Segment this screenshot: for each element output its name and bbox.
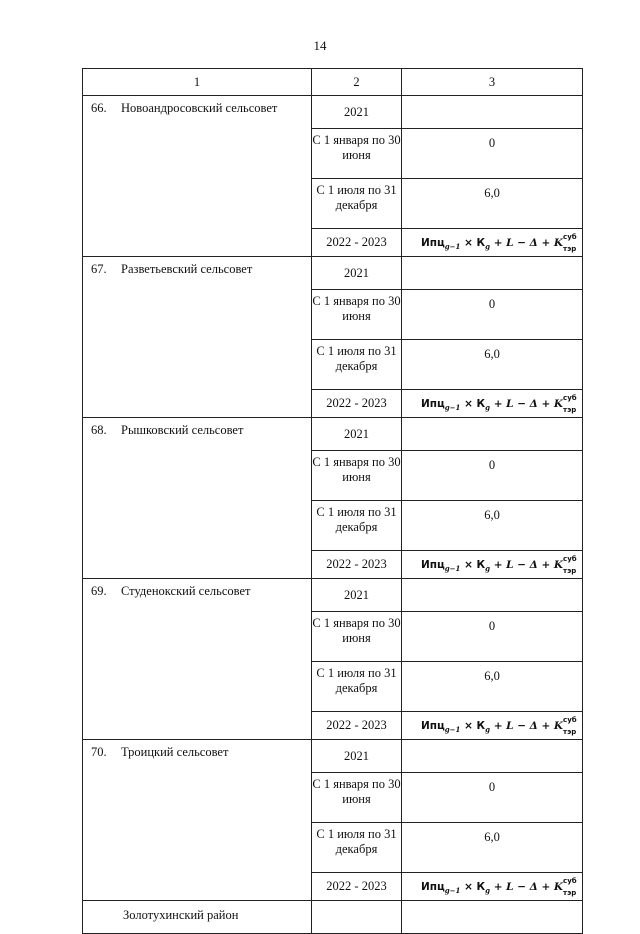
header-col-2: 2 [312, 69, 402, 96]
formula-ipc: Ипц [420, 558, 445, 571]
value-cell: 0 [402, 612, 583, 662]
formula-k: К [476, 397, 486, 410]
formula-rest: + L − Δ + [493, 719, 551, 732]
period-cell: С 1 июля по 31 декабря [312, 662, 402, 712]
entry-number: 68. [91, 423, 107, 437]
value-cell [402, 873, 583, 901]
period-cell: 2022 - 2023 [312, 390, 402, 418]
district-row [83, 901, 583, 934]
formula-rest: + L − Δ + [493, 880, 551, 893]
period-cell: 2021 [312, 579, 402, 612]
period-cell: 2022 - 2023 [312, 712, 402, 740]
page-number: 14 [313, 38, 327, 53]
value-cell: 6,0 [402, 340, 583, 390]
period-cell: 2022 - 2023 [312, 229, 402, 257]
period-cell: 2021 [312, 418, 402, 451]
formula-kk-sup: суб [563, 232, 577, 241]
entry-number: 69. [91, 584, 107, 598]
entry-name-cell [83, 579, 312, 740]
period-cell: С 1 января по 30 июня [312, 129, 402, 179]
formula-kk-sub: тэр [563, 405, 577, 414]
period-cell: С 1 января по 30 июня [312, 290, 402, 340]
period-cell: С 1 июля по 31 декабря [312, 823, 402, 873]
district-name: Золотухинский район [83, 901, 312, 934]
formula-rest: + L − Δ + [493, 397, 551, 410]
entry-name: Студенокский сельсовет [121, 584, 251, 598]
period-cell: 2022 - 2023 [312, 551, 402, 579]
formula-k-sub: g [485, 241, 491, 251]
formula-kk-base: K [553, 397, 564, 410]
formula-kk-sub: тэр [563, 727, 577, 736]
formula-kk-base: K [553, 880, 564, 893]
entry-number: 67. [91, 262, 107, 276]
formula-times: × [464, 719, 473, 732]
formula-kk-sup: суб [563, 554, 577, 563]
formula-ipc: Ипц [420, 880, 445, 893]
formula-times: × [464, 880, 473, 893]
formula-k-sub: g [485, 885, 491, 895]
formula-ipc-sub: g−1 [444, 402, 461, 412]
header-col-1: 1 [83, 69, 312, 96]
formula-ipc-sub: g−1 [444, 885, 461, 895]
formula-ipc: Ипц [420, 397, 445, 410]
entry-name: Рышковский сельсовет [121, 423, 244, 437]
formula-k-sub: g [485, 724, 491, 734]
period-cell: С 1 января по 30 июня [312, 451, 402, 501]
period-cell: 2021 [312, 257, 402, 290]
period-cell: 2022 - 2023 [312, 873, 402, 901]
formula-times: × [464, 236, 473, 249]
formula-rest: + L − Δ + [493, 558, 551, 571]
entry-name-cell [83, 257, 312, 418]
value-cell [402, 257, 583, 290]
value-cell [402, 712, 583, 740]
value-cell: 0 [402, 129, 583, 179]
value-cell [402, 418, 583, 451]
formula-ipc: Ипц [420, 719, 445, 732]
formula [420, 232, 577, 253]
formula-kk [553, 554, 577, 575]
period-cell: С 1 января по 30 июня [312, 773, 402, 823]
formula-k: К [476, 236, 486, 249]
value-cell: 0 [402, 290, 583, 340]
period-cell: С 1 июля по 31 декабря [312, 179, 402, 229]
period-cell: С 1 июля по 31 декабря [312, 340, 402, 390]
formula-ipc-sub: g−1 [444, 724, 461, 734]
entry-number: 70. [91, 745, 107, 759]
formula-kk [553, 232, 577, 253]
formula-kk-base: K [553, 719, 564, 732]
entry-number: 66. [91, 101, 107, 115]
table-row [83, 579, 583, 612]
header-row [83, 69, 583, 96]
formula-kk [553, 876, 577, 897]
tariff-table [82, 68, 583, 934]
formula [420, 393, 577, 414]
formula-ipc: Ипц [420, 236, 445, 249]
table-row [83, 257, 583, 290]
value-cell: 0 [402, 451, 583, 501]
formula-ipc-sub: g−1 [444, 563, 461, 573]
formula-ipc-sub: g−1 [444, 241, 461, 251]
value-cell: 0 [402, 773, 583, 823]
formula-kk-base: K [553, 236, 564, 249]
formula-kk-sup: суб [563, 876, 577, 885]
formula [420, 876, 577, 897]
district-value-cell [402, 901, 583, 934]
entry-name-cell [83, 418, 312, 579]
period-cell: 2021 [312, 96, 402, 129]
table-row [83, 96, 583, 129]
formula [420, 715, 577, 736]
entry-name: Троицкий сельсовет [121, 745, 229, 759]
formula-times: × [464, 397, 473, 410]
formula-kk-sub: тэр [563, 566, 577, 575]
formula-k: К [476, 880, 486, 893]
formula-kk-sup: суб [563, 393, 577, 402]
period-cell: С 1 июля по 31 декабря [312, 501, 402, 551]
formula-kk [553, 393, 577, 414]
value-cell [402, 390, 583, 418]
formula-k: К [476, 719, 486, 732]
value-cell: 6,0 [402, 662, 583, 712]
entry-name-cell [83, 740, 312, 901]
formula-kk [553, 715, 577, 736]
table-row [83, 418, 583, 451]
formula-k: К [476, 558, 486, 571]
value-cell: 6,0 [402, 179, 583, 229]
formula-times: × [464, 558, 473, 571]
formula-kk-sup: суб [563, 715, 577, 724]
formula-k-sub: g [485, 563, 491, 573]
value-cell: 6,0 [402, 823, 583, 873]
value-cell [402, 551, 583, 579]
formula-rest: + L − Δ + [493, 236, 551, 249]
formula [420, 554, 577, 575]
formula-kk-base: K [553, 558, 564, 571]
period-cell: 2021 [312, 740, 402, 773]
entry-name: Разветьевский сельсовет [121, 262, 253, 276]
value-cell [402, 740, 583, 773]
district-period-cell [312, 901, 402, 934]
value-cell: 6,0 [402, 501, 583, 551]
formula-kk-sub: тэр [563, 888, 577, 897]
entry-name-cell [83, 96, 312, 257]
value-cell [402, 229, 583, 257]
table-row [83, 740, 583, 773]
value-cell [402, 96, 583, 129]
period-cell: С 1 января по 30 июня [312, 612, 402, 662]
value-cell [402, 579, 583, 612]
formula-kk-sub: тэр [563, 244, 577, 253]
header-col-3: 3 [402, 69, 583, 96]
entry-name: Новоандросовский сельсовет [121, 101, 278, 115]
formula-k-sub: g [485, 402, 491, 412]
